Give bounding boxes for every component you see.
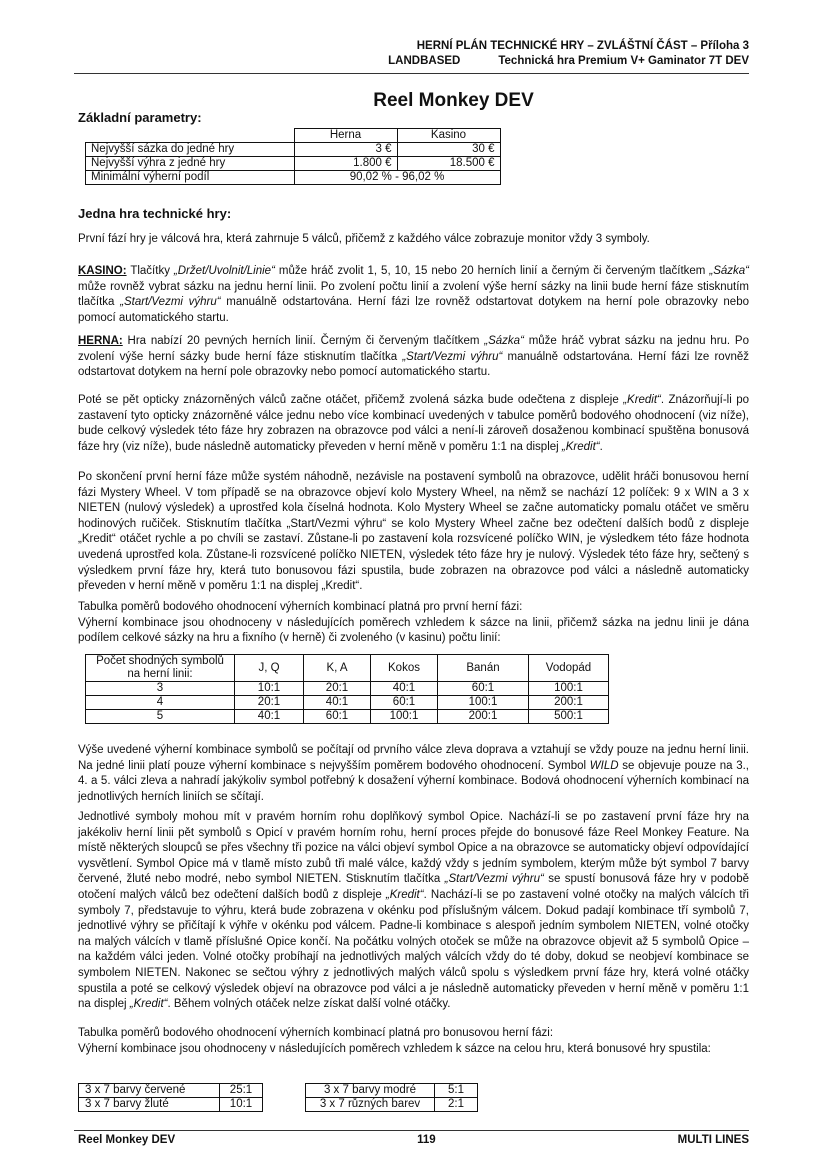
table-row: 3 x 7 barvy červené 25:1 [79, 1084, 263, 1098]
paragraph-monkey-feature: Jednotlivé symboly mohou mít v pravém horním rohu doplňkový symbol Opice. Nachází-li se po zastavení první fáze hry na jakékoliv herní linii pět symbolů s Opicí v pravém horním rohu, herní proces přejde do bonusové fáze Reel Monkey Feature. Na místě některých sloupců se přes všechny tři pozice na válci objeví symbol Opice a na obrazovce se automaticky objeví odpovídající vysvětlení. Symbol Opice má v tlamě místo zubů tři malé válce, každý vždy s jedním symbolem, kterým může být symbol 7 barvy červené, žluté nebo modré, nebo symbol NIETEN. Stisknutím tlačítka „Start/Vezmi výhru“ se spustí bonusová fáze hry v podobě otočení malých válců bez odečtení dalších bodů z displeje „Kredit“. Nachází-li se po zastavení volné otočky na malých válcích tři symboly 7, představuje to výhru, která bude zobrazena v okénku pod příslušným válcem. Dokud padají kombinace tří symbolů 7, jednotlivé výhry se přičítají k výhře v okénku pod válcem. Padne-li kombinace s alespoň jedním symbolem NIETEN, volné otočky na malých válcích v tlamě příslušné Opice končí. Na počátku volných otoček se může na obrazovce objevit až 5 symbolů Opice – na každém válci jeden. Volné otočky probíhají na jednotlivých malých válcích vždy do té doby, dokud se neobjeví kombinace se symbolem NIETEN. Nakonec se sečtou výhry z jednotlivých malých válců spolu s výsledkem první fáze hry, která volné otáčky spustila a poté se celkový výsledek objeví na obrazovce pod válci a je následně automaticky převeden v herní měně v poměru 1:1 na displej „Kredit“. Během volných otáček nelze získat další volné otáčky. [78, 811, 749, 1011]
basic-params-heading: Základní parametry: [78, 110, 202, 125]
paragraph-mystery-wheel: Po skončení první herní fáze může systém náhodně, nezávisle na postavení symbolů na obrazovce, udělit hráči bonusovou herní fázi Mystery Wheel. V tom případě se na obrazovce objeví kolo Mystery Wheel, na němž se nachází 12 políček: 9 x WIN a 3 x NIETEN (nulový výsledek) a uprostřed kola číselná hodnota. Kolo Mystery Wheel se začne automaticky pomalu otáčet ve směru hodinových ručiček. Stisknutím tlačítka „Start/Vezmi výhru“ se kolo Mystery Wheel začne bez odečtení dalších bodů z displeje „Kredit“ otáčet rychle a po chvíli se zastaví. Zůstane-li po zastavení kola rozsvícené políčko WIN, je výsledkem této fáze hodnota uvedená uprostřed kola. Zůstane-li rozsvícené políčko NIETEN, výsledek této fáze hry je nulový. Výsledek této fáze hry, sečtený s výsledkem první fáze hry, která tuto bonusovou fázi spustila, bude zobrazen na obrazovce pod válci a následně automaticky převeden v herní měně v poměru 1:1 na displej „Kredit“. [78, 471, 749, 593]
paytable-header: Počet shodných symbolů na herní linii: J, Q K, A Kokos Banán Vodopád [86, 655, 609, 682]
paytable-row: 3 10:1 20:1 40:1 60:1 100:1 [86, 682, 609, 696]
paragraph-herna: HERNA: Hra nabízí 20 pevných herních linií. Černým či červeným tlačítkem „Sázka“ může hráč vybrat sázku na jednu hru. Po zvolení výše herní sázky bude herní fáze stisknutím tlačítka „Start/Vezmi výhru“ manuálně odstartována. Herní fázi lze rovněž odstartovat dotykem na herní pole obrazovky nebo pomocí automatického startu. [78, 335, 749, 379]
table-row: 3 x 7 různých barev 2:1 [306, 1098, 478, 1112]
kasino-label: KASINO: [78, 265, 127, 277]
paragraph-kasino: KASINO: Tlačítky „Držet/Uvolnit/Linie“ může hráč zvolit 1, 5, 10, 15 nebo 20 herních linií a černým či červeným tlačítkem „Sázka“ může rovněž vybrat sázku na jednu herní linii. Po zvolení počtu linií a zvolení výše herní sázky na linii bude herní fáze stisknutím tlačítka „Start/Vezmi výhru“ manuálně odstartována. Herní fázi lze rovněž odstartovat dotykem na herní pole obrazovky nebo pomocí automatického startu. [78, 265, 749, 324]
header-divider [74, 73, 749, 74]
page-header [388, 39, 749, 69]
header-category: LANDBASED [388, 55, 461, 67]
basic-params-table [85, 128, 501, 185]
paytable-row: 5 40:1 60:1 100:1 200:1 500:1 [86, 710, 609, 724]
footer-divider [74, 1130, 749, 1131]
herna-label: HERNA: [78, 335, 123, 347]
table-row: 3 x 7 barvy žluté 10:1 [79, 1098, 263, 1112]
footer-game-name: Reel Monkey DEV [78, 1134, 176, 1146]
paytable-intro: Tabulka poměrů bodového ohodnocení výherních kombinací platná pro první herní fázi: Výherní kombinace jsou ohodnoceny v následujících poměrech vzhledem k sázce na linii, přičemž sázka na jednu linii je dána podílem celkové sázky na hru a fixního (v herně) či zvoleného (v kasinu) počtu linií: [78, 601, 749, 645]
page-footer [78, 1134, 749, 1146]
table-row: Nejvyšší sázka do jedné hry 3 € 30 € [86, 143, 501, 157]
paytable [85, 654, 609, 724]
paytable-row: 4 20:1 40:1 60:1 100:1 200:1 [86, 696, 609, 710]
table-row: Nejvyšší výhra z jedné hry 1.800 € 18.500 € [86, 157, 501, 171]
header-subtitle: Technická hra Premium V+ Gaminator 7T DEV [498, 55, 749, 67]
col-kasino: Kasino [397, 129, 500, 143]
paragraph-intro: První fází hry je válcová hra, která zahrnuje 5 válců, přičemž z každého válce zobrazuje monitor vždy 3 symboly. [78, 233, 650, 245]
paragraph-reels: Poté se pět opticky znázorněných válců začne otáčet, přičemž zvolená sázka bude odečtena z displeje „Kredit“. Znázorňují-li po zastavení tyto opticky znázorněné válce jednu nebo více kombinací uvedených v tabulce poměrů bodového ohodnocení (viz níže), bude celkový výsledek této fáze hry zobrazen na obrazovce pod válci a není-li zároveň dosaženou kombinací spuštěna bonusová fáze hry (viz níže), bude následně automaticky převeden v herní měně v poměru 1:1 na displej „Kredit“. [78, 394, 749, 453]
paragraph-wild: Výše uvedené výherní kombinace symbolů se počítají od prvního válce zleva doprava a vztahují se vždy pouze na jednu herní linii. Na jedné linii platí pouze výherní kombinace s nejvyšším poměrem bodového ohodnocení. Symbol WILD se objevuje pouze na 3., 4. a 5. válci zleva a nahradí jakýkoliv symbol potřebný k dosažení výherní kombinace. Bodová ohodnocení výherních kombinací na jednotlivých herních liniích se sčítají. [78, 744, 749, 803]
bonus-table-intro: Tabulka poměrů bodového ohodnocení výherních kombinací platná pro bonusovou herní fázi: Výherní kombinace jsou ohodnoceny v následujících poměrech vzhledem k sázce na celou hru, která bonusové hry spustila: [78, 1027, 711, 1055]
table-row: 3 x 7 barvy modré 5:1 [306, 1084, 478, 1098]
footer-category: MULTI LINES [677, 1134, 749, 1146]
col-herna: Herna [294, 129, 397, 143]
document-title: Reel Monkey DEV [373, 90, 534, 111]
bonus-table-left [78, 1083, 263, 1112]
game-section-heading: Jedna hra technické hry: [78, 206, 232, 221]
header-title: HERNÍ PLÁN TECHNICKÉ HRY – ZVLÁŠTNÍ ČÁST – Příloha 3 [416, 40, 749, 52]
table-row: Minimální výherní podíl 90,02 % - 96,02 % [86, 171, 501, 185]
bonus-table-right [305, 1083, 478, 1112]
page-number: 119 [417, 1134, 436, 1146]
